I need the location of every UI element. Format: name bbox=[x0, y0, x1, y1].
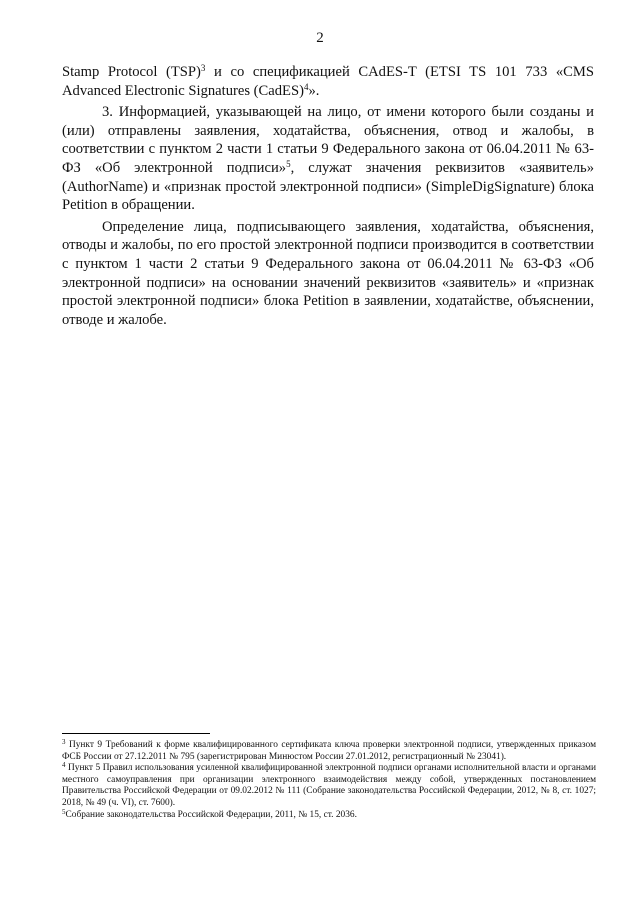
footnote-mark: 4 bbox=[62, 761, 66, 770]
paragraph-item-3 bbox=[62, 103, 594, 215]
footnote-3 bbox=[62, 740, 596, 763]
footnote-ref-5: 5 bbox=[286, 158, 291, 169]
paragraph-text: , служат значения реквизитов «заявитель» (AuthorName) и «признак простой электронной подписи» (SimpleDigSignature) блока Petition в обращении. bbox=[62, 159, 594, 214]
footnote-mark: 5 bbox=[62, 807, 66, 816]
page-number: 2 bbox=[316, 30, 324, 46]
paragraph-text: 3. Информацией, указывающей на лицо, от имени которого были созданы и (или) отправлены заявления, ходатайства, объяснения, отвод и жалобы, в соответствии с пунктом 2 части 1 статьи 9 Федерального закона от 06.04.2011 № 63-ФЗ «Об электронной подписи» bbox=[62, 104, 594, 176]
paragraph-continuation bbox=[62, 63, 594, 100]
footnote-4 bbox=[62, 763, 596, 809]
footnote-text: Собрание законодательства Российской Федерации, 2011, № 15, ст. 2036. bbox=[65, 809, 357, 820]
footnote-separator bbox=[62, 733, 210, 734]
footnote-text: Пункт 9 Требований к форме квалифицированного сертификата ключа проверки электронной подписи, утвержденных приказом ФСБ России от 27.12.2011 № 795 (зарегистрирован Минюстом России 27.01.2012, регистрационный № 23041). bbox=[62, 740, 596, 762]
footnote-mark: 3 bbox=[62, 738, 66, 746]
footnote-ref-3: 3 bbox=[200, 63, 206, 73]
paragraph-definition bbox=[62, 218, 594, 330]
paragraph-text: и со спецификацией CAdES-T (ETSI TS 101 733 «CMS Advanced Electronic Signatures (CadES) bbox=[62, 64, 594, 99]
paragraph-text: Stamp Protocol (TSP) bbox=[62, 64, 201, 80]
footnotes bbox=[62, 740, 596, 821]
footnote-text: Пункт 5 Правил использования усиленной квалифицированной электронной подписи органами исполнительной власти и органами местного самоуправления при организации электронного взаимодействия между собой, утвержденных постановлением Правительства Российской Федерации от 09.02.2012 № 111 (Собрание законодательства Российской Федерации, 2012, № 8, ст. 1027; 2018, № 49 (ч. VI), ст. 7600). bbox=[62, 763, 596, 808]
paragraph-text: ». bbox=[308, 82, 320, 99]
document-body bbox=[62, 63, 594, 329]
paragraph-text: Определение лица, подписывающего заявления, ходатайства, объяснения, отводы и жалобы, по его простой электронной подписи производится в соответствии с пунктом 1 части 2 статьи 9 Федерального закона от 06.04.2011 № 63-ФЗ «Об электронной подписи» на основании значений реквизитов «заявитель» и «признак простой электронной подписи» блока Petition в заявлении, ходатайстве, объяснении, отводе и жалобе. bbox=[62, 218, 594, 328]
footnote-ref-4: 4 bbox=[303, 81, 309, 92]
footnote-5 bbox=[62, 807, 596, 822]
